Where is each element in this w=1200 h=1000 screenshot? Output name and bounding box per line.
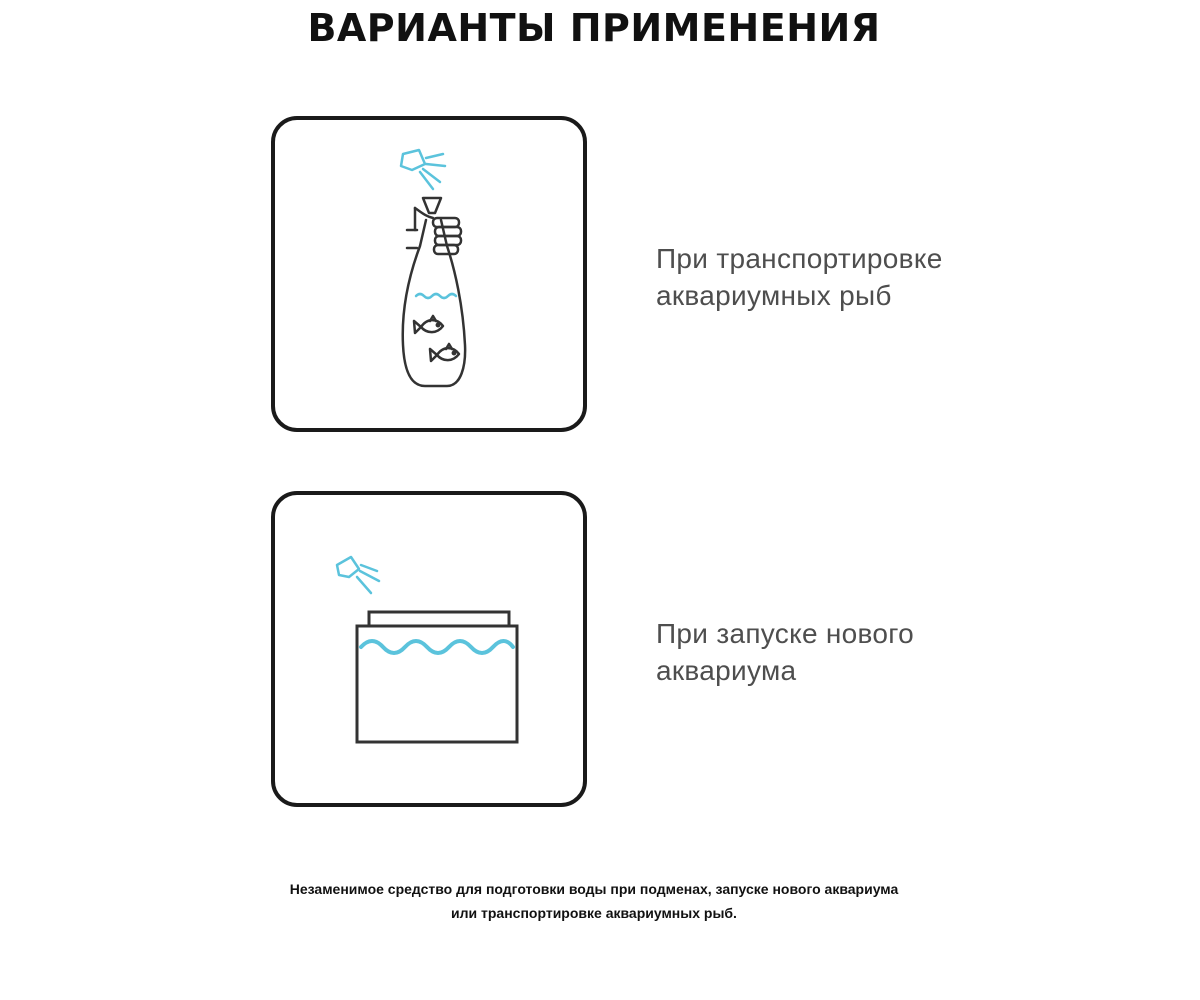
caption-line: аквариума	[656, 655, 797, 686]
new-aquarium-usage-caption	[656, 615, 1176, 689]
transport-usage-caption	[656, 240, 1176, 314]
footer-line: Незаменимое средство для подготовки воды при подменах, запуске нового аквариума	[289, 881, 899, 897]
aquarium-tank-icon	[275, 495, 583, 803]
tank-outline-icon	[357, 612, 517, 742]
water-wave-icon	[361, 641, 513, 653]
caption-line: аквариумных рыб	[656, 280, 892, 311]
transport-usage-card	[271, 116, 587, 432]
caption-line: При запуске нового	[656, 618, 915, 649]
dropper-icon	[337, 557, 379, 593]
footer-description	[0, 877, 1188, 925]
water-wave-icon	[416, 294, 456, 298]
fish-bag-icon	[403, 198, 465, 386]
new-aquarium-usage-card	[271, 491, 587, 807]
dropper-icon	[401, 150, 445, 189]
footer-line: или транспортировке аквариумных рыб.	[451, 905, 737, 921]
caption-line: При транспортировке	[656, 243, 943, 274]
hand-holding-fish-bag-icon	[275, 120, 583, 428]
page-title: ВАРИАНТЫ ПРИМЕНЕНИЯ	[307, 6, 881, 50]
